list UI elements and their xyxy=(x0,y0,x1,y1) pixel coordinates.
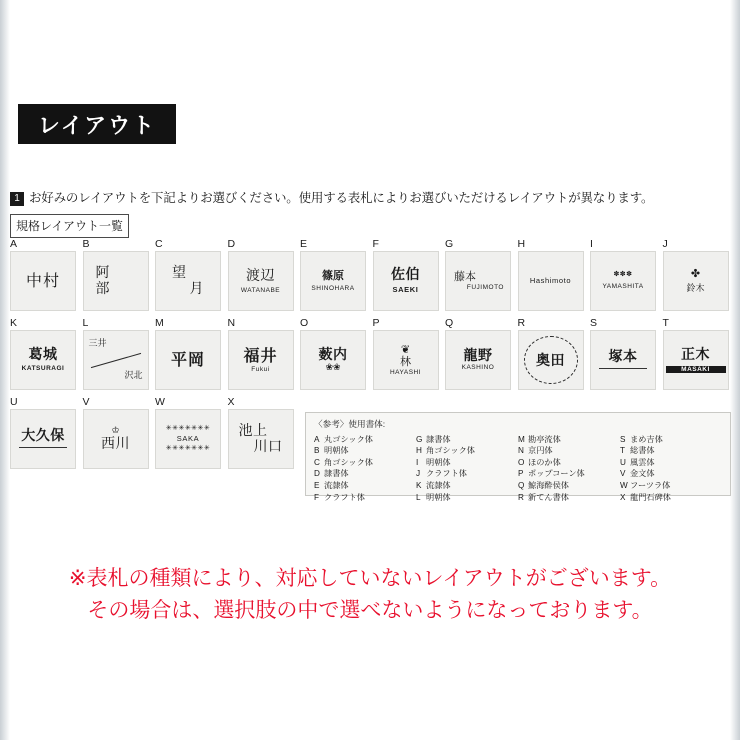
sample-decoration-top: ✳✳✳✳✳✳✳ xyxy=(165,424,211,432)
layout-sample[interactable] xyxy=(155,251,221,311)
legend-item xyxy=(518,492,620,504)
legend-key: I xyxy=(416,457,419,467)
legend-label: 隷書体 xyxy=(324,469,349,479)
layout-cell-e[interactable] xyxy=(300,238,366,311)
layout-letter: E xyxy=(300,238,308,250)
legend-item xyxy=(416,445,518,457)
legend-item xyxy=(620,457,722,469)
legend-label: ほのか体 xyxy=(528,457,561,467)
legend-item xyxy=(416,457,518,469)
legend-label: 鯨海酔侯体 xyxy=(528,480,569,490)
layout-letter: I xyxy=(590,238,593,250)
sample-secondary-text: 鈴木 xyxy=(686,283,705,294)
legend-label: 明朝体 xyxy=(426,492,451,502)
sample-primary-text: 奥田 xyxy=(536,353,565,369)
layout-cell-v[interactable] xyxy=(83,396,149,469)
warning-notice-line1: ※表札の種類により、対応していないレイアウトがございます。 xyxy=(68,566,672,590)
legend-key: B xyxy=(314,446,320,456)
layout-sample[interactable] xyxy=(300,330,366,390)
sample-secondary-text: KATSURAGI xyxy=(21,365,65,373)
sample-secondary-text: YAMASHITA xyxy=(602,283,644,291)
sample-primary-text: 西川 xyxy=(101,436,130,453)
sample-secondary-text: 月 xyxy=(189,281,204,297)
sample-primary-text: 龍野 xyxy=(463,348,493,365)
layout-cell-x[interactable] xyxy=(228,396,294,469)
layout-sample[interactable] xyxy=(228,409,294,469)
legend-label: ポップコーン体 xyxy=(528,469,585,479)
instruction-row xyxy=(10,190,732,206)
legend-key: V xyxy=(620,469,626,479)
layout-cell-r[interactable] xyxy=(518,317,584,390)
legend-column xyxy=(518,434,620,504)
layout-sample[interactable] xyxy=(10,409,76,469)
legend-item xyxy=(314,445,416,457)
instruction-text: お好みのレイアウトを下記よりお選びください。使用する表札によりお選びいただけるレイアウトが異なります。 xyxy=(29,191,654,205)
sample-decoration: ❀❀ xyxy=(325,362,341,373)
legend-item xyxy=(416,492,518,504)
layout-letter: R xyxy=(517,317,526,329)
layout-sample[interactable] xyxy=(373,251,439,311)
legend-item xyxy=(314,434,416,446)
sample-secondary-text: 部 xyxy=(95,281,110,297)
sample-secondary-text: SHINOHARA xyxy=(311,284,355,292)
layout-sample[interactable] xyxy=(445,251,511,311)
sample-primary-text: 篠原 xyxy=(322,268,344,282)
legend-key: C xyxy=(314,457,320,467)
legend-column xyxy=(314,434,416,504)
layout-sample[interactable] xyxy=(373,330,439,390)
layout-cell-b[interactable] xyxy=(83,238,149,311)
legend-item xyxy=(416,468,518,480)
legend-key: G xyxy=(416,434,423,444)
layout-cell-m[interactable] xyxy=(155,317,221,390)
sample-primary-text: 正木 xyxy=(681,346,710,363)
sample-secondary-text: MASAKI xyxy=(666,366,726,373)
sample-decoration: ♔ xyxy=(111,425,120,436)
layout-row xyxy=(10,317,732,390)
sample-primary-text: 塚本 xyxy=(608,349,638,366)
layout-cell-o[interactable] xyxy=(300,317,366,390)
layout-cell-q[interactable] xyxy=(445,317,511,390)
legend-columns xyxy=(314,434,722,504)
font-legend-box xyxy=(305,412,731,502)
legend-label: クラフト体 xyxy=(426,469,467,479)
sample-decoration-bottom: ✳✳✳✳✳✳✳ xyxy=(165,445,211,453)
layout-cell-t[interactable] xyxy=(663,317,729,390)
layout-sample[interactable] xyxy=(445,330,511,390)
layout-letter: L xyxy=(82,317,89,329)
legend-label: クラフト体 xyxy=(324,492,365,502)
step-number-badge: 1 xyxy=(10,192,24,206)
legend-column xyxy=(620,434,722,504)
sample-primary-text: 福井 xyxy=(243,345,278,365)
layout-letter: G xyxy=(445,238,454,250)
legend-label: 流隷体 xyxy=(426,480,451,490)
legend-item xyxy=(620,445,722,457)
sample-primary-text: 藤本 xyxy=(454,269,476,283)
legend-label: フーツラ体 xyxy=(630,480,671,490)
legend-item xyxy=(620,492,722,504)
legend-item xyxy=(518,457,620,469)
legend-label: 丸ゴシック体 xyxy=(324,434,373,444)
sample-primary-text: 葛城 xyxy=(28,347,58,364)
page-title: レイアウト xyxy=(37,112,157,138)
legend-key: J xyxy=(416,469,421,479)
layout-letter: D xyxy=(227,238,236,250)
legend-key: K xyxy=(416,480,422,490)
underline-rule xyxy=(599,368,647,369)
sample-primary-text: 阿 xyxy=(95,264,110,281)
sample-primary-text: 林 xyxy=(400,355,411,369)
layout-letter: F xyxy=(372,238,379,250)
legend-label: 金文体 xyxy=(630,469,655,479)
legend-item xyxy=(620,468,722,480)
layout-letter: S xyxy=(590,317,598,329)
legend-key: H xyxy=(416,446,422,456)
layout-sample[interactable] xyxy=(155,409,221,469)
legend-label: 総書体 xyxy=(630,446,655,456)
legend-key: X xyxy=(620,492,626,502)
layout-cell-h[interactable] xyxy=(518,238,584,311)
legend-key: W xyxy=(620,480,628,490)
underline-rule xyxy=(19,447,67,448)
legend-item xyxy=(314,457,416,469)
layout-sample[interactable] xyxy=(590,251,656,311)
legend-item xyxy=(518,434,620,446)
layout-sample[interactable] xyxy=(228,330,294,390)
layout-letter: B xyxy=(82,238,90,250)
circle-frame-decoration xyxy=(524,336,578,384)
legend-item xyxy=(518,445,620,457)
layout-cell-k[interactable] xyxy=(10,317,76,390)
legend-item xyxy=(416,480,518,492)
legend-key: O xyxy=(518,457,525,467)
layout-letter: H xyxy=(517,238,526,250)
layout-sample[interactable] xyxy=(518,251,584,311)
sample-secondary-text: 沢北 xyxy=(124,370,143,381)
legend-item xyxy=(416,434,518,446)
legend-label: 勘亭流体 xyxy=(528,434,561,444)
sample-primary-text: 薮内 xyxy=(318,346,348,363)
legend-key: D xyxy=(314,469,320,479)
layout-sample[interactable] xyxy=(83,409,149,469)
layout-cell-l[interactable] xyxy=(83,317,149,390)
sample-primary-text: 望 xyxy=(172,264,187,281)
legend-label: 明朝体 xyxy=(426,457,451,467)
legend-label: 新てん書体 xyxy=(528,492,569,502)
sample-primary-text: 池上 xyxy=(238,422,268,439)
legend-label: まめ吉体 xyxy=(630,434,663,444)
layout-cell-s[interactable] xyxy=(590,317,656,390)
sample-secondary-text: WATANABE xyxy=(240,286,281,294)
warning-notice xyxy=(0,562,740,626)
legend-label: 明朝体 xyxy=(324,446,349,456)
sample-primary-text: 三井 xyxy=(88,339,107,349)
legend-label: 隷書体 xyxy=(426,434,451,444)
layout-letter: T xyxy=(662,317,669,329)
legend-key: S xyxy=(620,434,626,444)
sample-primary-text: Hashimoto xyxy=(529,275,572,285)
sample-secondary-text: 川口 xyxy=(253,439,283,455)
legend-key: E xyxy=(314,480,320,490)
warning-notice-line2: その場合は、選択肢の中で選べないようになっております。 xyxy=(87,598,653,622)
layout-cell-c[interactable] xyxy=(155,238,221,311)
legend-key: F xyxy=(314,492,320,502)
layout-letter: N xyxy=(227,317,236,329)
section-label-layout-list: 規格レイアウト一覧 xyxy=(10,214,129,238)
layout-cell-u[interactable] xyxy=(10,396,76,469)
legend-label: 京円体 xyxy=(528,446,553,456)
legend-label: 風雲体 xyxy=(630,457,655,467)
legend-title: 〈参考〉使用書体: xyxy=(314,419,386,429)
layout-sample[interactable] xyxy=(663,330,729,390)
legend-item xyxy=(314,492,416,504)
sample-decoration: ✽✽✽ xyxy=(613,271,633,279)
layout-letter: K xyxy=(10,317,18,329)
layout-sample[interactable] xyxy=(83,251,149,311)
legend-key: Q xyxy=(518,480,525,490)
legend-item xyxy=(314,468,416,480)
layout-letter: X xyxy=(227,396,235,408)
legend-key: U xyxy=(620,457,626,467)
legend-item xyxy=(518,468,620,480)
sample-primary-text: SAKA xyxy=(176,433,200,443)
layout-sample[interactable] xyxy=(10,251,76,311)
sample-secondary-text: FUJIMOTO xyxy=(466,283,504,291)
layout-sample[interactable] xyxy=(590,330,656,390)
legend-label: 龍門石碑体 xyxy=(630,492,671,502)
legend-label: 流隷体 xyxy=(324,480,349,490)
layout-sample[interactable] xyxy=(300,251,366,311)
layout-sample[interactable] xyxy=(155,330,221,390)
layout-cell-f[interactable] xyxy=(373,238,439,311)
left-edge-gradient xyxy=(0,0,10,740)
legend-key: M xyxy=(518,434,525,444)
layout-sample[interactable] xyxy=(10,330,76,390)
layout-cell-n[interactable] xyxy=(228,317,294,390)
legend-key: A xyxy=(314,434,320,444)
divider-line xyxy=(90,353,140,368)
layout-letter: Q xyxy=(445,317,454,329)
legend-key: N xyxy=(518,446,524,456)
layout-letter: C xyxy=(155,238,163,250)
layout-letter: J xyxy=(662,238,668,250)
sample-secondary-text: KASHINO xyxy=(461,364,495,372)
legend-item xyxy=(518,480,620,492)
layout-letter: P xyxy=(372,317,380,329)
layout-cell-w[interactable] xyxy=(155,396,221,469)
legend-label: 角ゴシック体 xyxy=(324,457,373,467)
legend-item xyxy=(314,480,416,492)
layout-sample[interactable] xyxy=(518,330,584,390)
layout-cell-a[interactable] xyxy=(10,238,76,311)
leaf-icon: ❦ xyxy=(400,343,411,356)
layout-cell-p[interactable] xyxy=(373,317,439,390)
sample-primary-text: 佐伯 xyxy=(391,267,420,284)
layout-cell-i[interactable] xyxy=(590,238,656,311)
legend-key: T xyxy=(620,446,626,456)
sample-primary-text: 渡辺 xyxy=(246,267,275,284)
layout-letter: W xyxy=(155,396,165,408)
legend-key: L xyxy=(416,492,421,502)
legend-column xyxy=(416,434,518,504)
legend-key: R xyxy=(518,492,524,502)
sample-decoration: ✤ xyxy=(690,267,701,280)
layout-letter: O xyxy=(300,317,309,329)
layout-sample[interactable] xyxy=(663,251,729,311)
layout-cell-g[interactable] xyxy=(445,238,511,311)
layout-letter: V xyxy=(82,396,90,408)
sample-primary-text: 大久保 xyxy=(21,428,65,445)
sample-secondary-text: SAEKI xyxy=(392,285,419,295)
layout-letter: M xyxy=(155,317,164,329)
sample-secondary-text: HAYASHI xyxy=(389,368,422,376)
layout-letter: A xyxy=(10,238,18,250)
legend-item xyxy=(620,434,722,446)
layout-cell-j[interactable] xyxy=(663,238,729,311)
page-title-band xyxy=(18,104,176,144)
sample-primary-text: 平岡 xyxy=(170,349,205,369)
layout-sample[interactable] xyxy=(228,251,294,311)
legend-label: 角ゴシック体 xyxy=(426,446,475,456)
layout-row xyxy=(10,238,732,311)
legend-key: P xyxy=(518,469,524,479)
layout-cell-d[interactable] xyxy=(228,238,294,311)
sample-primary-text: 中村 xyxy=(25,270,60,290)
legend-item xyxy=(620,480,722,492)
sample-secondary-text: Fukui xyxy=(251,365,270,373)
layout-letter: U xyxy=(10,396,18,408)
layout-sample[interactable] xyxy=(83,330,149,390)
